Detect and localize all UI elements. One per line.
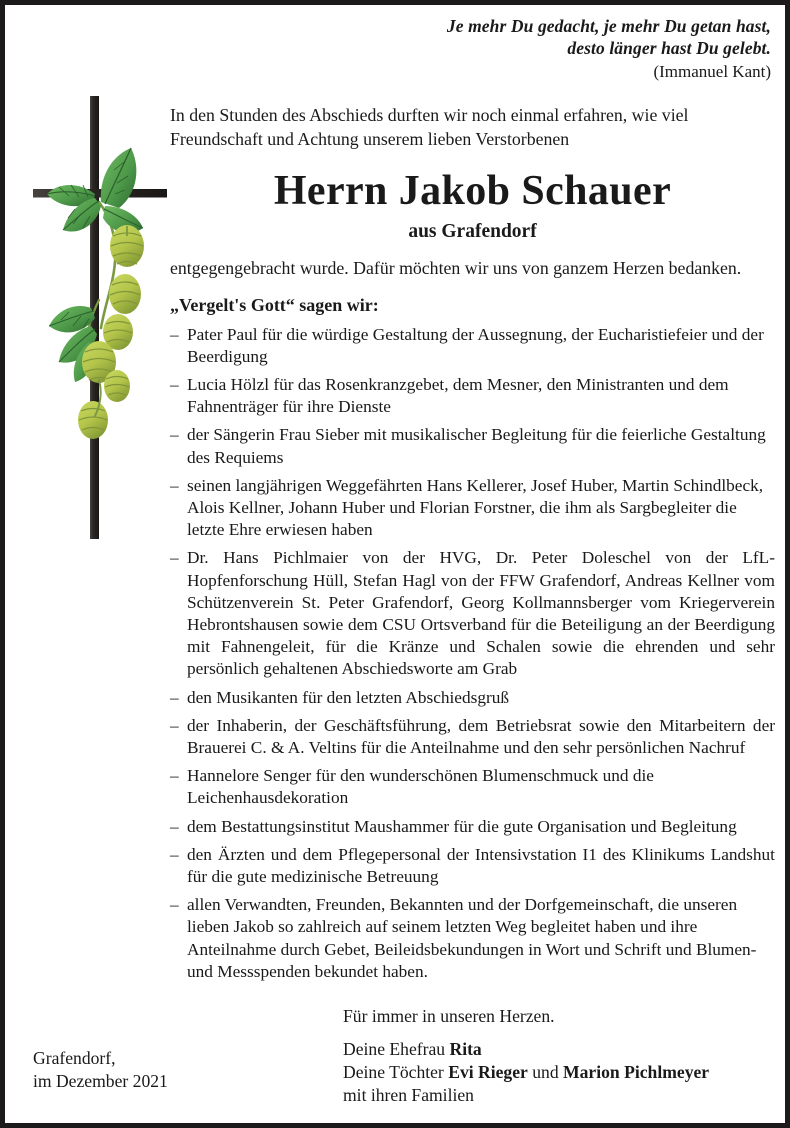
epigraph-line-2: desto länger hast Du gelebt. [567,38,771,58]
closing-block [343,1005,773,1107]
thanks-list-item [170,374,775,418]
thanks-list-item [170,816,775,838]
thanks-list-item [170,687,775,709]
list-dash-marker: – [170,324,179,344]
thanks-list-item-text: den Ärzten und dem Pflegepersonal der Intensivstation I1 des Klinikums Landshut für die gute medizinische Betreuung [187,844,775,886]
list-dash-marker: – [170,425,179,445]
thanks-list-item [170,715,775,759]
wife-line [343,1038,773,1061]
list-dash-marker: – [170,844,179,864]
card-inner [5,5,785,1123]
forever-line: Für immer in unseren Herzen. [343,1006,555,1026]
thanks-list-item-text: allen Verwandten, Freunden, Bekannten und der Dorfgemeinschaft, die unseren lieben Jakob so zahlreich auf seinem letzten Weg begleitet haben und ihre Anteilnahme durch Gebet, Beileidsbekundungen in Wort und Schrift und Blumen- und Messspenden bekundet haben. [187,895,757,981]
hop-cone-2 [109,274,141,314]
place-line: Grafendorf, [33,1048,116,1068]
families-line: mit ihren Familien [343,1085,474,1105]
date-line: im Dezember 2021 [33,1071,168,1091]
daughter-name-1: Evi Rieger [448,1062,528,1082]
thanks-list-item-text: den Musikanten für den letzten Abschiedsgruß [187,687,510,707]
wife-prefix: Deine Ehefrau [343,1039,450,1059]
hop-cone-5 [104,370,130,402]
daughter-name-2: Marion Pichlmeyer [563,1062,710,1082]
epigraph-attribution: (Immanuel Kant) [653,62,771,81]
cross-with-hop-vine-illustration [25,90,175,550]
hop-cone-6 [78,401,108,439]
thanks-list-item-text: der Sängerin Frau Sieber mit musikalischer Begleitung für die feierliche Gestaltung des Requiems [187,425,766,467]
thanks-list-item [170,894,775,983]
list-dash-marker: – [170,475,179,495]
thanks-list [170,324,775,983]
list-dash-marker: – [170,548,179,568]
thanks-list-item-text: Hannelore Senger für den wunderschönen Blumenschmuck und die Leichenhausdekoration [187,766,654,808]
list-dash-marker: – [170,895,179,915]
thanks-list-item-text: der Inhaberin, der Geschäftsführung, dem Betriebsrat sowie den Mitarbeitern der Brauerei C. & A. Veltins für die Anteilnahme und den sehr persönlichen Nachruf [187,715,775,757]
thanks-list-item-text: Pater Paul für die würdige Gestaltung der Aussegnung, der Eucharistiefeier und der Beerdigung [187,324,764,366]
thanks-list-item-text: Dr. Hans Pichlmaier von der HVG, Dr. Peter Doleschel von der LfL-Hopfenforschung Hüll, Stefan Hagl von der FFW Grafendorf, Andreas Kellner vom Schützenverein St. Peter Grafendorf, Georg Kollmannsberger vom Kriegerverein Hebrontshausen sowie dem CSU Ortsverband für die Beteiligung an der Beerdigung mit Fahnengeleit, für die Kränze und Schalen sowie die ehrenden und sehr persönlich gehaltenen Abschiedsworte am Grab [187,548,775,679]
list-dash-marker: – [170,766,179,786]
place-and-date [33,1047,168,1093]
text-column [170,15,775,989]
hop-cone-1 [110,225,144,267]
after-name-paragraph: entgegengebracht wurde. Dafür möchten wir uns von ganzem Herzen bedanken. [170,258,742,278]
daughters-prefix: Deine Töchter [343,1062,449,1082]
list-dash-marker: – [170,687,179,707]
thanks-list-item-text: seinen langjährigen Weggefährten Hans Kellerer, Josef Huber, Martin Schindlbeck, Alois Kellner, Johann Huber und Florian Forstner, die ihm als Sargbegleiter die letzte Ehre erwiesen haben [187,475,764,540]
daughters-conjunction: und [527,1062,564,1082]
thanks-list-item-text: dem Bestattungsinstitut Maushammer für die gute Organisation und Begleitung [187,816,737,836]
wife-name: Rita [449,1039,482,1059]
epigraph [170,15,775,83]
list-dash-marker: – [170,374,179,394]
thanks-list-item [170,547,775,680]
list-dash-marker: – [170,816,179,836]
list-dash-marker: – [170,715,179,735]
intro-paragraph: In den Stunden des Abschieds durften wir noch einmal erfahren, wie viel Freundschaft und Achtung unserem lieben Verstorbenen [170,105,689,149]
thanks-list-item [170,424,775,468]
daughters-line [343,1061,773,1084]
thanks-list-item-text: Lucia Hölzl für das Rosenkranzgebet, dem Mesner, den Ministranten und dem Fahnenträger für ihre Dienste [187,374,729,417]
thanks-list-item [170,324,775,368]
hop-leaf-upper-right [101,148,137,208]
thanks-list-item [170,475,775,542]
thanks-heading: „Vergelt's Gott“ sagen wir: [170,294,379,315]
epigraph-line-1: Je mehr Du gedacht, je mehr Du getan hast, [446,16,771,36]
thanks-list-item [170,844,775,888]
thanks-list-item [170,765,775,809]
deceased-origin: aus Grafendorf [408,221,537,242]
deceased-name: Herrn Jakob Schauer [273,168,672,214]
